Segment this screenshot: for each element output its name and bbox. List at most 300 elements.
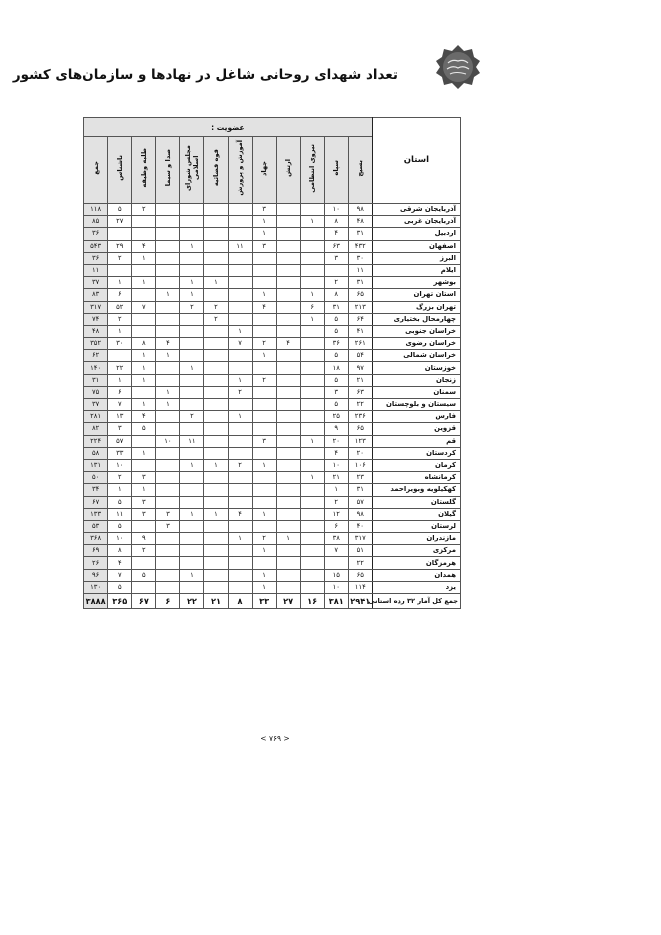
value-cell — [156, 496, 180, 508]
value-cell — [180, 264, 204, 276]
value-cell: ۱ — [180, 362, 204, 374]
value-cell — [204, 581, 228, 593]
table-row — [84, 581, 461, 593]
value-cell — [204, 362, 228, 374]
value-cell — [180, 520, 204, 532]
value-cell: ۱ — [276, 533, 300, 545]
page-number: < ۷۶۹ > — [260, 734, 290, 743]
table-row — [84, 264, 461, 276]
value-cell: ۳۱ — [348, 228, 372, 240]
value-cell: ۱ — [252, 569, 276, 581]
value-cell — [228, 350, 252, 362]
value-cell — [276, 508, 300, 520]
value-cell — [276, 472, 300, 484]
value-cell — [204, 386, 228, 398]
value-cell — [204, 338, 228, 350]
value-cell: ۱۱۴ — [348, 581, 372, 593]
value-cell — [276, 289, 300, 301]
value-cell: ۱۰ — [324, 459, 348, 471]
value-cell — [180, 228, 204, 240]
value-cell — [180, 325, 204, 337]
value-cell — [132, 289, 156, 301]
value-cell — [252, 484, 276, 496]
total-value-cell: ۱۶ — [300, 594, 324, 609]
column-header — [252, 137, 276, 204]
value-cell: ۱ — [180, 277, 204, 289]
value-cell: ۵۷ — [108, 435, 132, 447]
value-cell: ۱ — [228, 411, 252, 423]
value-cell: ۴۸ — [348, 216, 372, 228]
value-cell — [228, 569, 252, 581]
table-row — [84, 350, 461, 362]
value-cell: ۵ — [108, 581, 132, 593]
state-name-cell: تهران بزرگ — [372, 301, 460, 313]
value-cell: ۱ — [108, 325, 132, 337]
column-header-label: ارتش — [284, 159, 293, 177]
row-total-cell: ۱۳۰ — [84, 581, 108, 593]
row-total-cell: ۸۲ — [84, 423, 108, 435]
value-cell: ۱ — [228, 374, 252, 386]
table-row — [84, 338, 461, 350]
row-total-cell: ۱۱ — [84, 264, 108, 276]
value-cell — [324, 557, 348, 569]
value-cell — [300, 545, 324, 557]
table-row — [84, 399, 461, 411]
value-cell: ۲ — [108, 472, 132, 484]
value-cell — [156, 264, 180, 276]
value-cell — [132, 435, 156, 447]
value-cell: ۱ — [132, 350, 156, 362]
table-row — [84, 496, 461, 508]
row-total-cell: ۶۹ — [84, 545, 108, 557]
value-cell: ۱ — [324, 484, 348, 496]
table-row — [84, 277, 461, 289]
value-cell: ۴۱ — [348, 325, 372, 337]
total-value-cell: ۳۸۱ — [324, 594, 348, 609]
value-cell — [156, 325, 180, 337]
value-cell — [228, 399, 252, 411]
value-cell: ۱ — [156, 386, 180, 398]
state-name-cell: هرمزگان — [372, 557, 460, 569]
table-row — [84, 520, 461, 532]
value-cell: ۱۰ — [324, 581, 348, 593]
value-cell: ۶۳ — [348, 386, 372, 398]
row-total-cell: ۷۵ — [84, 386, 108, 398]
logo-emblem-icon — [434, 43, 482, 91]
value-cell — [156, 216, 180, 228]
state-name-cell: همدان — [372, 569, 460, 581]
value-cell — [300, 484, 324, 496]
value-cell: ۴۰ — [348, 520, 372, 532]
value-cell — [180, 338, 204, 350]
value-cell: ۲۷ — [108, 216, 132, 228]
value-cell: ۱ — [180, 569, 204, 581]
state-name-cell: زنجان — [372, 374, 460, 386]
value-cell: ۳۱۷ — [348, 533, 372, 545]
value-cell: ۶۵ — [348, 289, 372, 301]
state-name-cell: اردبیل — [372, 228, 460, 240]
row-total-cell: ۱۳۱ — [84, 459, 108, 471]
value-cell — [204, 520, 228, 532]
value-cell: ۱۲ — [324, 508, 348, 520]
value-cell: ۹ — [324, 423, 348, 435]
value-cell — [276, 362, 300, 374]
total-value-cell: ۳۳ — [252, 594, 276, 609]
table-row — [84, 362, 461, 374]
value-cell: ۲ — [252, 533, 276, 545]
state-column-header: استان — [372, 118, 460, 204]
value-cell — [300, 533, 324, 545]
value-cell: ۲۰ — [324, 435, 348, 447]
value-cell — [252, 496, 276, 508]
value-cell — [204, 240, 228, 252]
value-cell — [156, 447, 180, 459]
value-cell: ۶ — [108, 289, 132, 301]
value-cell: ۲ — [108, 313, 132, 325]
value-cell: ۲۲ — [108, 362, 132, 374]
state-name-cell: چهارمحال بختیاری — [372, 313, 460, 325]
value-cell — [204, 228, 228, 240]
value-cell — [276, 557, 300, 569]
value-cell — [276, 313, 300, 325]
value-cell: ۴ — [156, 338, 180, 350]
value-cell: ۵ — [324, 313, 348, 325]
value-cell: ۵۲ — [108, 301, 132, 313]
value-cell: ۲۲ — [348, 399, 372, 411]
value-cell: ۲ — [132, 545, 156, 557]
column-header — [324, 137, 348, 204]
value-cell — [180, 423, 204, 435]
value-cell: ۸ — [324, 216, 348, 228]
value-cell — [300, 508, 324, 520]
value-cell — [276, 252, 300, 264]
value-cell — [180, 350, 204, 362]
value-cell — [300, 228, 324, 240]
value-cell — [276, 228, 300, 240]
row-total-cell: ۳۷ — [84, 399, 108, 411]
value-cell: ۱ — [132, 277, 156, 289]
value-cell — [156, 301, 180, 313]
value-cell — [228, 301, 252, 313]
value-cell: ۱۱ — [108, 508, 132, 520]
state-name-cell: قم — [372, 435, 460, 447]
value-cell — [180, 216, 204, 228]
value-cell: ۳ — [324, 386, 348, 398]
row-total-cell: ۲۲۴ — [84, 435, 108, 447]
value-cell — [204, 447, 228, 459]
value-cell: ۳۰ — [348, 252, 372, 264]
total-label: جمع کل آمار ۳۲ رده استانی — [372, 594, 460, 609]
value-cell: ۹ — [132, 533, 156, 545]
state-name-cell: کردستان — [372, 447, 460, 459]
value-cell — [276, 325, 300, 337]
value-cell: ۱ — [252, 350, 276, 362]
value-cell — [276, 459, 300, 471]
value-cell: ۲۰ — [348, 447, 372, 459]
value-cell — [156, 545, 180, 557]
value-cell: ۱ — [228, 533, 252, 545]
state-name-cell: سمنان — [372, 386, 460, 398]
value-cell — [228, 557, 252, 569]
value-cell — [252, 447, 276, 459]
value-cell: ۱ — [180, 240, 204, 252]
row-total-cell: ۳۷ — [84, 277, 108, 289]
value-cell — [204, 496, 228, 508]
table-row — [84, 484, 461, 496]
value-cell: ۵۴ — [348, 350, 372, 362]
value-cell: ۲۹ — [108, 240, 132, 252]
value-cell — [204, 423, 228, 435]
table-row — [84, 374, 461, 386]
value-cell — [300, 386, 324, 398]
value-cell — [132, 557, 156, 569]
value-cell — [276, 411, 300, 423]
value-cell — [276, 264, 300, 276]
value-cell: ۶ — [300, 301, 324, 313]
column-header — [108, 137, 132, 204]
value-cell: ۱۰۶ — [348, 459, 372, 471]
value-cell — [156, 472, 180, 484]
value-cell: ۱۱ — [228, 240, 252, 252]
value-cell — [228, 581, 252, 593]
value-cell: ۹۷ — [348, 362, 372, 374]
value-cell — [276, 435, 300, 447]
value-cell — [180, 484, 204, 496]
value-cell — [276, 496, 300, 508]
value-cell — [324, 264, 348, 276]
value-cell: ۱ — [204, 459, 228, 471]
value-cell — [228, 496, 252, 508]
value-cell: ۱۰ — [156, 435, 180, 447]
state-name-cell: خراسان رضوی — [372, 338, 460, 350]
value-cell — [108, 264, 132, 276]
state-name-cell: کرمانشاه — [372, 472, 460, 484]
state-name-cell: فارس — [372, 411, 460, 423]
value-cell — [252, 520, 276, 532]
value-cell: ۵ — [108, 496, 132, 508]
table-row — [84, 447, 461, 459]
value-cell: ۵۱ — [348, 545, 372, 557]
value-cell — [156, 362, 180, 374]
value-cell: ۱ — [252, 508, 276, 520]
value-cell: ۴۳۲ — [348, 240, 372, 252]
value-cell: ۱۱ — [348, 264, 372, 276]
value-cell: ۱۲۳ — [348, 435, 372, 447]
value-cell: ۲۱ — [348, 374, 372, 386]
value-cell — [276, 423, 300, 435]
stats-table-container — [83, 117, 461, 609]
value-cell: ۱۰ — [108, 459, 132, 471]
value-cell — [156, 252, 180, 264]
value-cell — [276, 520, 300, 532]
value-cell — [300, 325, 324, 337]
value-cell — [300, 496, 324, 508]
row-total-cell: ۵۸ — [84, 447, 108, 459]
value-cell — [204, 545, 228, 557]
value-cell — [204, 569, 228, 581]
value-cell: ۱۰ — [108, 533, 132, 545]
value-cell — [276, 240, 300, 252]
value-cell: ۲۵ — [324, 411, 348, 423]
value-cell — [300, 459, 324, 471]
value-cell: ۲۳ — [348, 472, 372, 484]
value-cell: ۵ — [324, 399, 348, 411]
column-header-label: جمع — [91, 161, 100, 175]
value-cell — [252, 557, 276, 569]
value-cell: ۴ — [252, 301, 276, 313]
column-header-label: سپاه — [332, 160, 341, 176]
value-cell — [300, 569, 324, 581]
row-total-cell: ۱۴۰ — [84, 362, 108, 374]
value-cell — [204, 472, 228, 484]
value-cell — [108, 350, 132, 362]
value-cell: ۱ — [132, 362, 156, 374]
value-cell — [276, 216, 300, 228]
state-name-cell: ایلام — [372, 264, 460, 276]
value-cell: ۱ — [132, 252, 156, 264]
value-cell — [156, 484, 180, 496]
value-cell — [276, 204, 300, 216]
state-name-cell: استان تهران — [372, 289, 460, 301]
row-total-cell: ۵۰ — [84, 472, 108, 484]
state-name-cell: گلستان — [372, 496, 460, 508]
column-header — [300, 137, 324, 204]
value-cell — [252, 472, 276, 484]
value-cell — [276, 301, 300, 313]
value-cell — [228, 545, 252, 557]
value-cell — [180, 204, 204, 216]
value-cell — [276, 386, 300, 398]
value-cell — [132, 581, 156, 593]
value-cell — [276, 569, 300, 581]
value-cell — [300, 204, 324, 216]
value-cell — [252, 325, 276, 337]
value-cell — [204, 289, 228, 301]
state-name-cell: سیستان و بلوچستان — [372, 399, 460, 411]
value-cell: ۳۸ — [324, 533, 348, 545]
value-cell — [300, 338, 324, 350]
value-cell — [228, 472, 252, 484]
value-cell: ۵ — [324, 350, 348, 362]
value-cell: ۱ — [252, 581, 276, 593]
table-row — [84, 386, 461, 398]
value-cell: ۱ — [156, 350, 180, 362]
value-cell: ۵۷ — [348, 496, 372, 508]
value-cell — [300, 350, 324, 362]
row-total-cell: ۱۱۸ — [84, 204, 108, 216]
value-cell: ۳۱ — [324, 301, 348, 313]
value-cell: ۲ — [228, 386, 252, 398]
value-cell: ۱ — [300, 435, 324, 447]
state-name-cell: لرستان — [372, 520, 460, 532]
value-cell — [204, 325, 228, 337]
value-cell: ۱ — [228, 325, 252, 337]
column-header — [276, 137, 300, 204]
value-cell — [276, 581, 300, 593]
table-body — [84, 204, 461, 594]
value-cell — [228, 289, 252, 301]
value-cell: ۳۰ — [108, 338, 132, 350]
state-name-cell: آذربایجان غربی — [372, 216, 460, 228]
row-total-cell: ۶۲ — [84, 350, 108, 362]
column-header-label: نیروی انتظامی — [308, 143, 317, 193]
total-value-cell: ۸ — [228, 594, 252, 609]
membership-group-header: عضویت : — [84, 118, 373, 137]
state-name-cell: قزوین — [372, 423, 460, 435]
value-cell — [300, 277, 324, 289]
value-cell — [132, 325, 156, 337]
value-cell — [300, 374, 324, 386]
value-cell: ۷ — [132, 301, 156, 313]
value-cell — [180, 545, 204, 557]
value-cell — [156, 240, 180, 252]
table-row — [84, 533, 461, 545]
value-cell — [132, 228, 156, 240]
table-row — [84, 411, 461, 423]
column-header — [132, 137, 156, 204]
value-cell — [180, 313, 204, 325]
table-row — [84, 216, 461, 228]
value-cell: ۱ — [132, 399, 156, 411]
value-cell — [108, 228, 132, 240]
value-cell — [156, 277, 180, 289]
value-cell — [204, 374, 228, 386]
total-value-cell: ۲۱ — [204, 594, 228, 609]
value-cell — [132, 459, 156, 471]
value-cell: ۳ — [156, 508, 180, 520]
value-cell — [228, 228, 252, 240]
value-cell — [180, 374, 204, 386]
value-cell — [252, 399, 276, 411]
value-cell: ۱ — [300, 289, 324, 301]
value-cell: ۱ — [108, 374, 132, 386]
value-cell — [156, 459, 180, 471]
value-cell — [276, 545, 300, 557]
row-total-cell: ۵۴۳ — [84, 240, 108, 252]
value-cell — [156, 533, 180, 545]
value-cell: ۶ — [324, 520, 348, 532]
state-name-cell: مازندران — [372, 533, 460, 545]
value-cell: ۴ — [108, 557, 132, 569]
value-cell — [252, 362, 276, 374]
total-value-cell: ۳۸۸۸ — [84, 594, 108, 609]
value-cell — [300, 264, 324, 276]
total-value-cell: ۲۷ — [276, 594, 300, 609]
state-name-cell: گیلان — [372, 508, 460, 520]
value-cell: ۱۸ — [324, 362, 348, 374]
value-cell — [156, 228, 180, 240]
column-header — [84, 137, 108, 204]
value-cell — [252, 313, 276, 325]
value-cell — [276, 399, 300, 411]
row-total-cell: ۳۶ — [84, 252, 108, 264]
value-cell — [132, 520, 156, 532]
column-header — [156, 137, 180, 204]
value-cell: ۵ — [108, 520, 132, 532]
value-cell — [204, 435, 228, 447]
table-row — [84, 228, 461, 240]
value-cell: ۴ — [132, 411, 156, 423]
value-cell — [204, 399, 228, 411]
row-total-cell: ۳۶ — [84, 228, 108, 240]
value-cell — [252, 252, 276, 264]
value-cell: ۲ — [204, 313, 228, 325]
value-cell: ۳ — [252, 240, 276, 252]
value-cell — [300, 399, 324, 411]
state-name-cell: خراسان جنوبی — [372, 325, 460, 337]
state-name-cell: یزد — [372, 581, 460, 593]
table-row — [84, 459, 461, 471]
